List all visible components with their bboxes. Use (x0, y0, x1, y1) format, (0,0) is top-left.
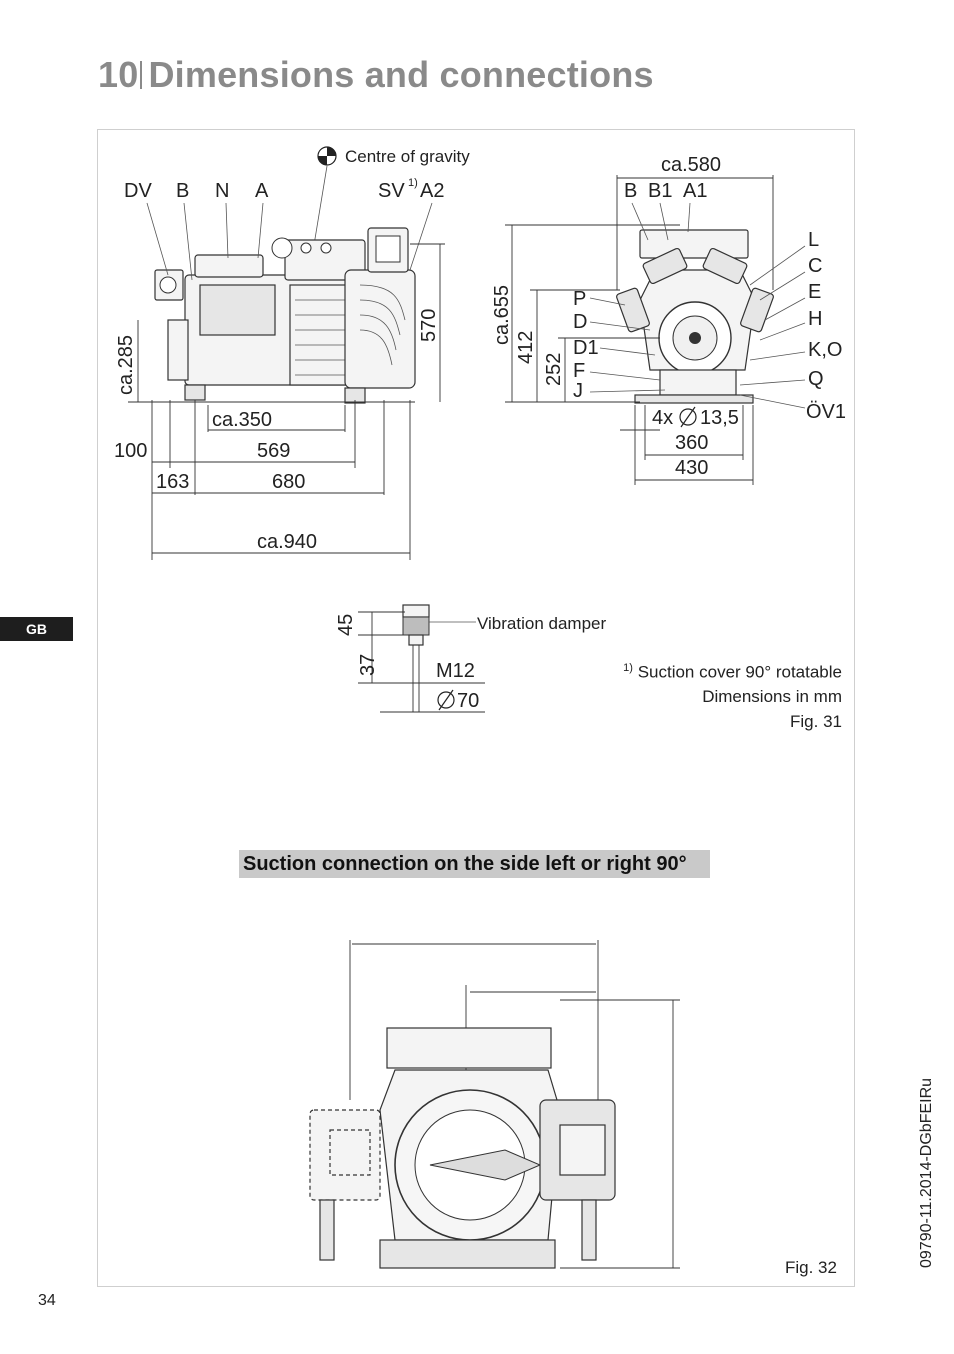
vibration-damper-label: Vibration damper (477, 614, 607, 633)
damper-thread: M12 (436, 660, 475, 682)
label-j: J (573, 380, 583, 402)
bolt-holes-diameter: 13,5 (700, 407, 739, 429)
dim-412: 412 (515, 330, 537, 364)
label-sv: SV (378, 180, 405, 202)
damper-diameter: 70 (457, 690, 480, 712)
label-b1: B1 (648, 180, 673, 202)
dim-37: 37 (357, 653, 379, 676)
dim-569: 569 (257, 440, 291, 462)
dim-ca580: ca.580 (661, 154, 722, 176)
label-dv: DV (124, 180, 152, 202)
dim-ca655: ca.655 (491, 284, 513, 345)
section-title: Dimensions and connections (148, 54, 654, 95)
label-ov1: ÖV1 (806, 401, 847, 423)
label-front-b: B (624, 180, 638, 202)
footnote-marker: 1) (623, 662, 633, 674)
label-l: L (808, 229, 820, 251)
dim-ca285: ca.285 (115, 334, 137, 395)
dim-163: 163 (156, 471, 190, 493)
dim-100: 100 (114, 440, 148, 462)
label-p: P (573, 288, 587, 310)
language-tab[interactable]: GB (0, 617, 73, 641)
dim-45: 45 (335, 613, 357, 636)
page-number: 34 (38, 1292, 56, 1309)
fig31-caption: Fig. 31 (790, 712, 842, 731)
centre-of-gravity-label: Centre of gravity (345, 147, 470, 166)
dim-252: 252 (543, 352, 565, 386)
footnote-text: Suction cover 90° rotatable (637, 662, 842, 682)
label-sv-superscript: 1) (408, 177, 418, 189)
label-d: D (573, 311, 588, 333)
dim-570: 570 (418, 308, 440, 342)
bolt-holes-prefix: 4x (652, 407, 674, 429)
centre-of-gravity-icon (318, 147, 336, 165)
fig32-caption: Fig. 32 (785, 1258, 837, 1277)
label-d1: D1 (573, 337, 599, 359)
label-c: C (808, 255, 823, 277)
section-number: 10 (98, 54, 139, 95)
footnote (623, 662, 842, 683)
label-e: E (808, 281, 822, 303)
fig32-drawing (310, 940, 680, 1268)
diameter-icon (438, 690, 454, 710)
label-h: H (808, 308, 823, 330)
label-k-o: K,O (808, 339, 843, 361)
label-a: A (255, 180, 269, 202)
label-a1: A1 (683, 180, 708, 202)
label-q: Q (808, 368, 824, 390)
label-a2: A2 (420, 180, 445, 202)
dim-430: 430 (675, 457, 709, 479)
dim-680: 680 (272, 471, 306, 493)
section-heading: Suction connection on the side left or right 90° (239, 850, 710, 878)
dim-ca350: ca.350 (212, 409, 273, 431)
dim-ca940: ca.940 (257, 531, 318, 553)
side-view-drawing (128, 147, 445, 560)
diameter-icon (680, 407, 696, 427)
front-view-drawing (505, 175, 805, 485)
label-n: N (215, 180, 230, 202)
units-note: Dimensions in mm (702, 687, 842, 706)
label-b: B (176, 180, 190, 202)
label-f: F (573, 360, 586, 382)
document-code: 09790-11.2014-DGbFEIRu (918, 1077, 935, 1268)
dim-360: 360 (675, 432, 709, 454)
